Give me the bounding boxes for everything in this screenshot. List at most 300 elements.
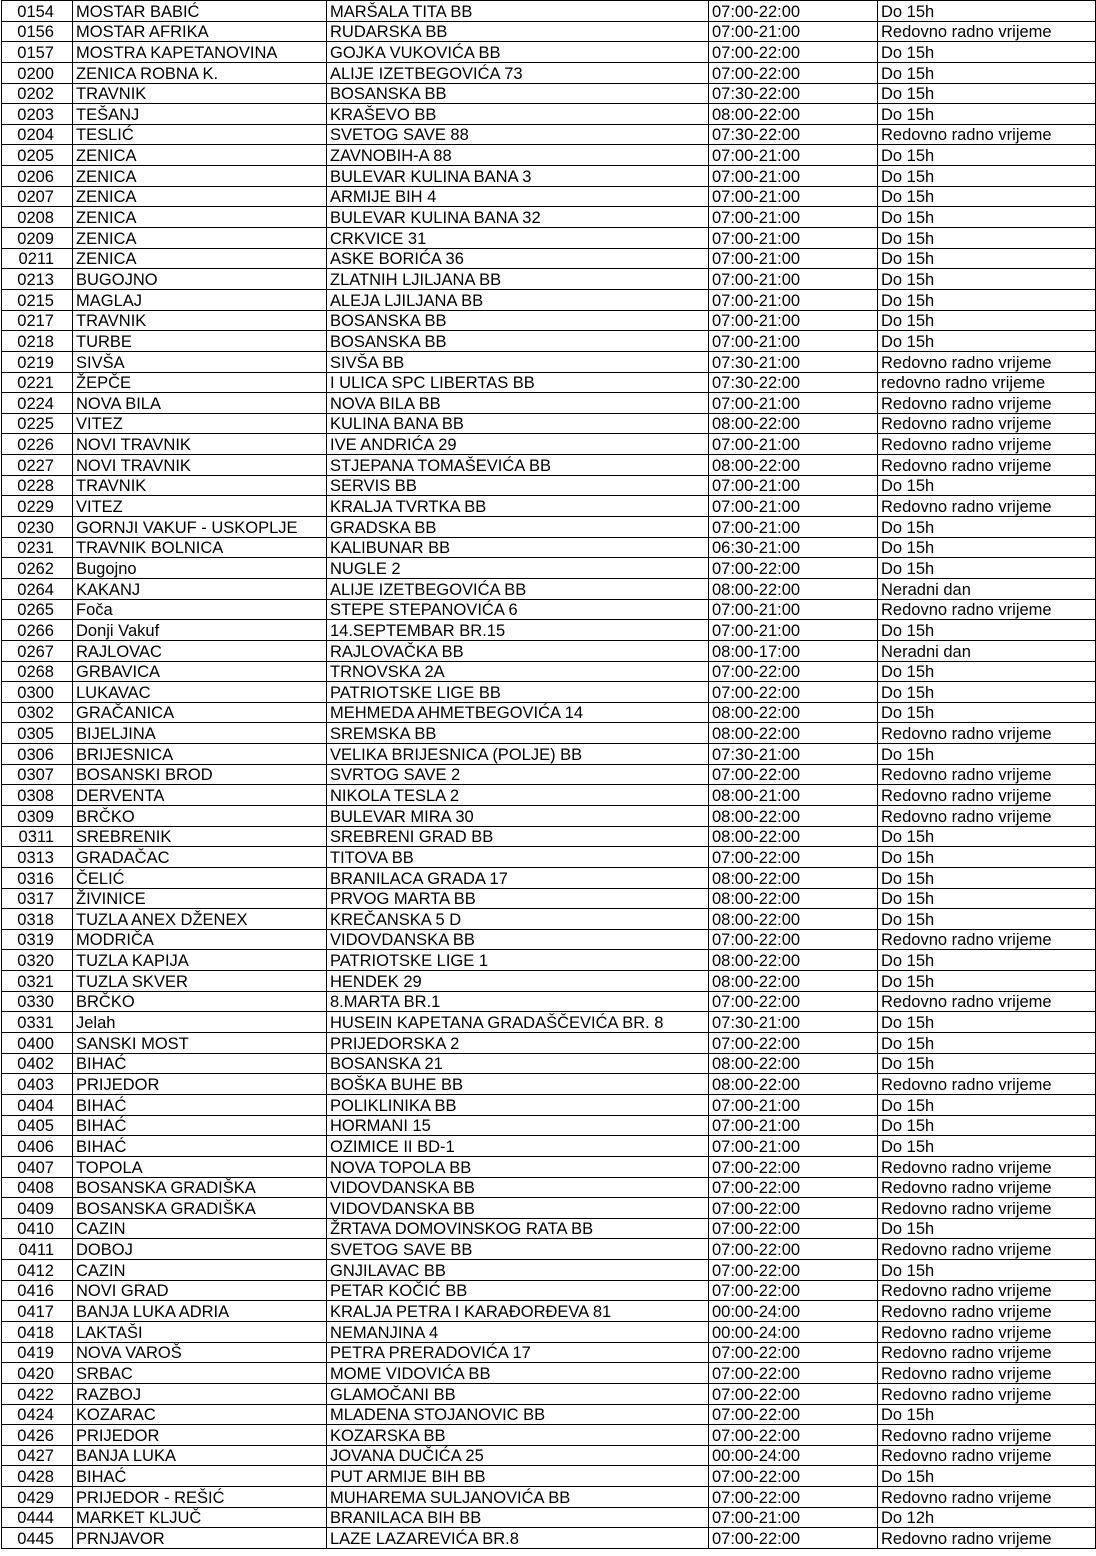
table-row [2, 248, 1096, 269]
city-cell: Foča [73, 599, 327, 620]
note-cell: Redovno radno vrijeme [878, 1198, 1096, 1219]
city-cell: TRAVNIK BOLNICA [73, 537, 327, 558]
store-code-cell: 0318 [2, 909, 73, 930]
store-code-cell: 0202 [2, 83, 73, 104]
table-row [2, 351, 1096, 372]
note-cell: Redovno radno vrijeme [878, 1301, 1096, 1322]
city-cell: Bugojno [73, 558, 327, 579]
city-cell: SANSKI MOST [73, 1033, 327, 1054]
table-row [2, 475, 1096, 496]
table-row [2, 620, 1096, 641]
address-cell: GNJILAVAC BB [327, 1260, 709, 1281]
store-code-cell: 0156 [2, 21, 73, 42]
note-cell: Redovno radno vrijeme [878, 124, 1096, 145]
note-cell: Redovno radno vrijeme [878, 1425, 1096, 1446]
hours-cell: 07:00-22:00 [709, 1260, 878, 1281]
hours-cell: 08:00-22:00 [709, 104, 878, 125]
city-cell: TUZLA SKVER [73, 971, 327, 992]
store-code-cell: 0215 [2, 289, 73, 310]
address-cell: SREBRENI GRAD BB [327, 826, 709, 847]
table-row [2, 1260, 1096, 1281]
note-cell: Redovno radno vrijeme [878, 1156, 1096, 1177]
city-cell: BIHAĆ [73, 1115, 327, 1136]
table-row [2, 1156, 1096, 1177]
table-row [2, 1053, 1096, 1074]
address-cell: BOSANSKA 21 [327, 1053, 709, 1074]
store-code-cell: 0266 [2, 620, 73, 641]
note-cell: Redovno radno vrijeme [878, 805, 1096, 826]
table-row [2, 310, 1096, 331]
note-cell: Do 15h [878, 661, 1096, 682]
city-cell: SREBRENIK [73, 826, 327, 847]
city-cell: TRAVNIK [73, 83, 327, 104]
address-cell: PRVOG MARTA BB [327, 888, 709, 909]
note-cell: Do 15h [878, 620, 1096, 641]
address-cell: KRAŠEVO BB [327, 104, 709, 125]
address-cell: PATRIOTSKE LIGE 1 [327, 950, 709, 971]
city-cell: RAZBOJ [73, 1383, 327, 1404]
hours-cell: 08:00-22:00 [709, 805, 878, 826]
city-cell: BOSANSKA GRADIŠKA [73, 1177, 327, 1198]
address-cell: I ULICA SPC LIBERTAS BB [327, 372, 709, 393]
address-cell: ARMIJE BIH 4 [327, 186, 709, 207]
table-row [2, 1198, 1096, 1219]
store-code-cell: 0424 [2, 1404, 73, 1425]
note-cell: Do 15h [878, 104, 1096, 125]
note-cell: Do 15h [878, 248, 1096, 269]
hours-cell: 08:00-22:00 [709, 826, 878, 847]
table-row [2, 1218, 1096, 1239]
city-cell: LUKAVAC [73, 682, 327, 703]
address-cell: CRKVICE 31 [327, 228, 709, 249]
store-code-cell: 0409 [2, 1198, 73, 1219]
note-cell: Do 15h [878, 310, 1096, 331]
city-cell: ZENICA [73, 166, 327, 187]
note-cell: Do 15h [878, 186, 1096, 207]
note-cell: Do 15h [878, 537, 1096, 558]
address-cell: ALIJE IZETBEGOVIĆA BB [327, 578, 709, 599]
address-cell: LAZE LAZAREVIĆA BR.8 [327, 1528, 709, 1549]
city-cell: TOPOLA [73, 1156, 327, 1177]
address-cell: NUGLE 2 [327, 558, 709, 579]
address-cell: SREMSKA BB [327, 723, 709, 744]
note-cell: Do 15h [878, 228, 1096, 249]
store-code-cell: 0302 [2, 702, 73, 723]
table-row [2, 1136, 1096, 1157]
city-cell: GRAČANICA [73, 702, 327, 723]
table-row [2, 1094, 1096, 1115]
hours-cell: 00:00-24:00 [709, 1445, 878, 1466]
table-row [2, 207, 1096, 228]
city-cell: PRIJEDOR [73, 1074, 327, 1095]
city-cell: DOBOJ [73, 1239, 327, 1260]
store-code-cell: 0320 [2, 950, 73, 971]
note-cell: Do 15h [878, 971, 1096, 992]
hours-cell: 07:00-21:00 [709, 228, 878, 249]
city-cell: NOVA VAROŠ [73, 1342, 327, 1363]
note-cell: Do 15h [878, 42, 1096, 63]
address-cell: SERVIS BB [327, 475, 709, 496]
note-cell: Do 15h [878, 847, 1096, 868]
store-code-cell: 0331 [2, 1012, 73, 1033]
note-cell: Do 15h [878, 475, 1096, 496]
table-row [2, 764, 1096, 785]
table-row [2, 62, 1096, 83]
address-cell: NOVA BILA BB [327, 393, 709, 414]
hours-cell: 07:00-21:00 [709, 166, 878, 187]
store-code-cell: 0204 [2, 124, 73, 145]
address-cell: BULEVAR MIRA 30 [327, 805, 709, 826]
note-cell: Redovno radno vrijeme [878, 1363, 1096, 1384]
table-row [2, 558, 1096, 579]
address-cell: BOSANSKA BB [327, 83, 709, 104]
city-cell: BUGOJNO [73, 269, 327, 290]
note-cell: Do 15h [878, 682, 1096, 703]
hours-cell: 07:00-21:00 [709, 1094, 878, 1115]
store-code-cell: 0217 [2, 310, 73, 331]
store-code-cell: 0429 [2, 1487, 73, 1508]
note-cell: Redovno radno vrijeme [878, 599, 1096, 620]
store-code-cell: 0311 [2, 826, 73, 847]
city-cell: ČELIĆ [73, 867, 327, 888]
store-code-cell: 0227 [2, 455, 73, 476]
hours-cell: 07:00-22:00 [709, 1466, 878, 1487]
city-cell: SIVŠA [73, 351, 327, 372]
hours-cell: 08:00-22:00 [709, 413, 878, 434]
store-code-cell: 0262 [2, 558, 73, 579]
table-row [2, 1074, 1096, 1095]
store-code-cell: 0231 [2, 537, 73, 558]
address-cell: BOSANSKA BB [327, 310, 709, 331]
note-cell: Do 15h [878, 289, 1096, 310]
hours-cell: 08:00-17:00 [709, 640, 878, 661]
table-row [2, 1383, 1096, 1404]
store-code-cell: 0224 [2, 393, 73, 414]
city-cell: TRAVNIK [73, 310, 327, 331]
address-cell: HUSEIN KAPETANA GRADAŠČEVIĆA BR. 8 [327, 1012, 709, 1033]
table-row [2, 1280, 1096, 1301]
table-row [2, 1012, 1096, 1033]
store-code-cell: 0308 [2, 785, 73, 806]
address-cell: POLIKLINIKA BB [327, 1094, 709, 1115]
hours-cell: 07:00-21:00 [709, 310, 878, 331]
store-hours-table [1, 0, 1096, 1549]
store-code-cell: 0207 [2, 186, 73, 207]
city-cell: ZENICA [73, 145, 327, 166]
note-cell: Do 15h [878, 1094, 1096, 1115]
address-cell: VIDOVDANSKA BB [327, 1177, 709, 1198]
city-cell: NOVI GRAD [73, 1280, 327, 1301]
note-cell: Do 15h [878, 331, 1096, 352]
note-cell: Do 15h [878, 269, 1096, 290]
note-cell: Do 15h [878, 888, 1096, 909]
hours-cell: 08:00-22:00 [709, 455, 878, 476]
address-cell: IVE ANDRIĆA 29 [327, 434, 709, 455]
table-row [2, 640, 1096, 661]
note-cell: Do 15h [878, 1115, 1096, 1136]
address-cell: BULEVAR KULINA BANA 32 [327, 207, 709, 228]
note-cell: Do 15h [878, 1136, 1096, 1157]
store-code-cell: 0228 [2, 475, 73, 496]
city-cell: RAJLOVAC [73, 640, 327, 661]
city-cell: ZENICA [73, 207, 327, 228]
hours-cell: 06:30-21:00 [709, 537, 878, 558]
store-code-cell: 0206 [2, 166, 73, 187]
city-cell: PRIJEDOR - REŠIĆ [73, 1487, 327, 1508]
table-row [2, 21, 1096, 42]
table-row [2, 517, 1096, 538]
hours-cell: 07:00-21:00 [709, 331, 878, 352]
note-cell: Do 15h [878, 1260, 1096, 1281]
note-cell: Do 15h [878, 517, 1096, 538]
address-cell: MARŠALA TITA BB [327, 1, 709, 22]
address-cell: KALIBUNAR BB [327, 537, 709, 558]
hours-cell: 08:00-22:00 [709, 578, 878, 599]
table-row [2, 826, 1096, 847]
hours-cell: 07:00-21:00 [709, 207, 878, 228]
note-cell: Redovno radno vrijeme [878, 991, 1096, 1012]
address-cell: SVETOG SAVE 88 [327, 124, 709, 145]
store-code-cell: 0405 [2, 1115, 73, 1136]
address-cell: PETAR KOČIĆ BB [327, 1280, 709, 1301]
note-cell: Do 15h [878, 1033, 1096, 1054]
store-code-cell: 0218 [2, 331, 73, 352]
hours-cell: 07:00-22:00 [709, 1342, 878, 1363]
city-cell: GORNJI VAKUF - USKOPLJE [73, 517, 327, 538]
city-cell: NOVA BILA [73, 393, 327, 414]
hours-cell: 08:00-22:00 [709, 702, 878, 723]
hours-cell: 00:00-24:00 [709, 1322, 878, 1343]
store-code-cell: 0265 [2, 599, 73, 620]
city-cell: BANJA LUKA ADRIA [73, 1301, 327, 1322]
note-cell: Redovno radno vrijeme [878, 351, 1096, 372]
table-row [2, 971, 1096, 992]
store-code-cell: 0321 [2, 971, 73, 992]
note-cell: Do 15h [878, 1218, 1096, 1239]
table-row [2, 124, 1096, 145]
store-code-cell: 0208 [2, 207, 73, 228]
store-code-cell: 0203 [2, 104, 73, 125]
city-cell: BIHAĆ [73, 1136, 327, 1157]
hours-cell: 07:00-21:00 [709, 517, 878, 538]
note-cell: Do 12h [878, 1507, 1096, 1528]
table-row [2, 1033, 1096, 1054]
city-cell: BRČKO [73, 991, 327, 1012]
store-code-cell: 0305 [2, 723, 73, 744]
address-cell: PATRIOTSKE LIGE BB [327, 682, 709, 703]
table-row [2, 1487, 1096, 1508]
store-code-cell: 0420 [2, 1363, 73, 1384]
table-row [2, 1177, 1096, 1198]
table-row [2, 1322, 1096, 1343]
city-cell: ZENICA ROBNA K. [73, 62, 327, 83]
address-cell: KREČANSKA 5 D [327, 909, 709, 930]
address-cell: SVRTOG SAVE 2 [327, 764, 709, 785]
hours-cell: 07:00-22:00 [709, 1156, 878, 1177]
address-cell: BOSANSKA BB [327, 331, 709, 352]
note-cell: Do 15h [878, 909, 1096, 930]
table-body [2, 1, 1096, 1549]
hours-cell: 07:00-21:00 [709, 496, 878, 517]
table-row [2, 1445, 1096, 1466]
store-code-cell: 0211 [2, 248, 73, 269]
store-code-cell: 0426 [2, 1425, 73, 1446]
hours-cell: 07:00-22:00 [709, 42, 878, 63]
table-row [2, 1363, 1096, 1384]
address-cell: NIKOLA TESLA 2 [327, 785, 709, 806]
note-cell: Redovno radno vrijeme [878, 1445, 1096, 1466]
note-cell: Redovno radno vrijeme [878, 1177, 1096, 1198]
store-code-cell: 0317 [2, 888, 73, 909]
address-cell: OZIMICE II BD-1 [327, 1136, 709, 1157]
store-code-cell: 0422 [2, 1383, 73, 1404]
hours-cell: 07:00-21:00 [709, 475, 878, 496]
note-cell: Redovno radno vrijeme [878, 1342, 1096, 1363]
hours-cell: 08:00-22:00 [709, 867, 878, 888]
hours-cell: 07:00-22:00 [709, 1425, 878, 1446]
table-row [2, 702, 1096, 723]
hours-cell: 00:00-24:00 [709, 1301, 878, 1322]
note-cell: Do 15h [878, 1, 1096, 22]
address-cell: SIVŠA BB [327, 351, 709, 372]
table-row [2, 723, 1096, 744]
address-cell: ASKE BORIĆA 36 [327, 248, 709, 269]
table-row [2, 867, 1096, 888]
address-cell: MLADENA STOJANOVIC BB [327, 1404, 709, 1425]
hours-cell: 08:00-22:00 [709, 1074, 878, 1095]
address-cell: PRIJEDORSKA 2 [327, 1033, 709, 1054]
table-row [2, 847, 1096, 868]
address-cell: NEMANJINA 4 [327, 1322, 709, 1343]
city-cell: MARKET KLJUČ [73, 1507, 327, 1528]
table-row [2, 228, 1096, 249]
hours-cell: 07:00-21:00 [709, 620, 878, 641]
hours-cell: 07:00-22:00 [709, 847, 878, 868]
table-row [2, 991, 1096, 1012]
note-cell: Redovno radno vrijeme [878, 929, 1096, 950]
store-code-cell: 0221 [2, 372, 73, 393]
store-code-cell: 0267 [2, 640, 73, 661]
hours-cell: 07:00-22:00 [709, 1239, 878, 1260]
address-cell: 8.MARTA BR.1 [327, 991, 709, 1012]
address-cell: VIDOVDANSKA BB [327, 929, 709, 950]
hours-cell: 07:30-22:00 [709, 372, 878, 393]
note-cell: Redovno radno vrijeme [878, 413, 1096, 434]
table-row [2, 1342, 1096, 1363]
table-row [2, 909, 1096, 930]
address-cell: ZLATNIH LJILJANA BB [327, 269, 709, 290]
note-cell: Redovno radno vrijeme [878, 785, 1096, 806]
store-code-cell: 0313 [2, 847, 73, 868]
address-cell: STEPE STEPANOVIĆA 6 [327, 599, 709, 620]
hours-cell: 08:00-21:00 [709, 785, 878, 806]
note-cell: Neradni dan [878, 578, 1096, 599]
hours-cell: 07:00-22:00 [709, 1, 878, 22]
hours-cell: 08:00-22:00 [709, 909, 878, 930]
address-cell: RUDARSKA BB [327, 21, 709, 42]
address-cell: BOŠKA BUHE BB [327, 1074, 709, 1095]
note-cell: Do 15h [878, 145, 1096, 166]
store-code-cell: 0330 [2, 991, 73, 1012]
hours-cell: 07:30-21:00 [709, 744, 878, 765]
note-cell: Redovno radno vrijeme [878, 1528, 1096, 1549]
city-cell: GRADAČAC [73, 847, 327, 868]
table-row [2, 682, 1096, 703]
store-code-cell: 0154 [2, 1, 73, 22]
hours-cell: 07:00-22:00 [709, 991, 878, 1012]
store-code-cell: 0403 [2, 1074, 73, 1095]
store-code-cell: 0307 [2, 764, 73, 785]
hours-cell: 07:00-22:00 [709, 1487, 878, 1508]
city-cell: CAZIN [73, 1218, 327, 1239]
note-cell: Do 15h [878, 867, 1096, 888]
table-row [2, 1425, 1096, 1446]
hours-cell: 07:30-21:00 [709, 1012, 878, 1033]
note-cell: Redovno radno vrijeme [878, 21, 1096, 42]
store-code-cell: 0157 [2, 42, 73, 63]
city-cell: TRAVNIK [73, 475, 327, 496]
note-cell: Do 15h [878, 1012, 1096, 1033]
store-code-cell: 0416 [2, 1280, 73, 1301]
address-cell: GLAMOČANI BB [327, 1383, 709, 1404]
store-code-cell: 0406 [2, 1136, 73, 1157]
note-cell: Do 15h [878, 62, 1096, 83]
address-cell: STJEPANA TOMAŠEVIĆA BB [327, 455, 709, 476]
city-cell: Donji Vakuf [73, 620, 327, 641]
address-cell: BRANILACA GRADA 17 [327, 867, 709, 888]
address-cell: TITOVA BB [327, 847, 709, 868]
address-cell: MUHAREMA SULJANOVIĆA BB [327, 1487, 709, 1508]
store-code-cell: 0226 [2, 434, 73, 455]
city-cell: BANJA LUKA [73, 1445, 327, 1466]
city-cell: TURBE [73, 331, 327, 352]
address-cell: TRNOVSKA 2A [327, 661, 709, 682]
city-cell: ŽEPČE [73, 372, 327, 393]
city-cell: GRBAVICA [73, 661, 327, 682]
table-row [2, 413, 1096, 434]
table-row [2, 186, 1096, 207]
table-row [2, 950, 1096, 971]
address-cell: HORMANI 15 [327, 1115, 709, 1136]
table-row [2, 166, 1096, 187]
note-cell: Redovno radno vrijeme [878, 723, 1096, 744]
store-code-cell: 0408 [2, 1177, 73, 1198]
city-cell: ZENICA [73, 228, 327, 249]
city-cell: MOSTAR BABIĆ [73, 1, 327, 22]
store-code-cell: 0418 [2, 1322, 73, 1343]
city-cell: KAKANJ [73, 578, 327, 599]
note-cell: Do 15h [878, 1404, 1096, 1425]
hours-cell: 07:00-22:00 [709, 1404, 878, 1425]
hours-cell: 08:00-22:00 [709, 971, 878, 992]
note-cell: Redovno radno vrijeme [878, 455, 1096, 476]
store-code-cell: 0316 [2, 867, 73, 888]
note-cell: Do 15h [878, 207, 1096, 228]
store-code-cell: 0428 [2, 1466, 73, 1487]
store-code-cell: 0219 [2, 351, 73, 372]
address-cell: PETRA PRERADOVIĆA 17 [327, 1342, 709, 1363]
address-cell: KRALJA PETRA I KARAĐORĐEVA 81 [327, 1301, 709, 1322]
store-code-cell: 0319 [2, 929, 73, 950]
table-row [2, 661, 1096, 682]
table-row [2, 455, 1096, 476]
city-cell: TUZLA KAPIJA [73, 950, 327, 971]
city-cell: Jelah [73, 1012, 327, 1033]
note-cell: Do 15h [878, 744, 1096, 765]
note-cell: Do 15h [878, 950, 1096, 971]
store-code-cell: 0411 [2, 1239, 73, 1260]
note-cell: Do 15h [878, 558, 1096, 579]
